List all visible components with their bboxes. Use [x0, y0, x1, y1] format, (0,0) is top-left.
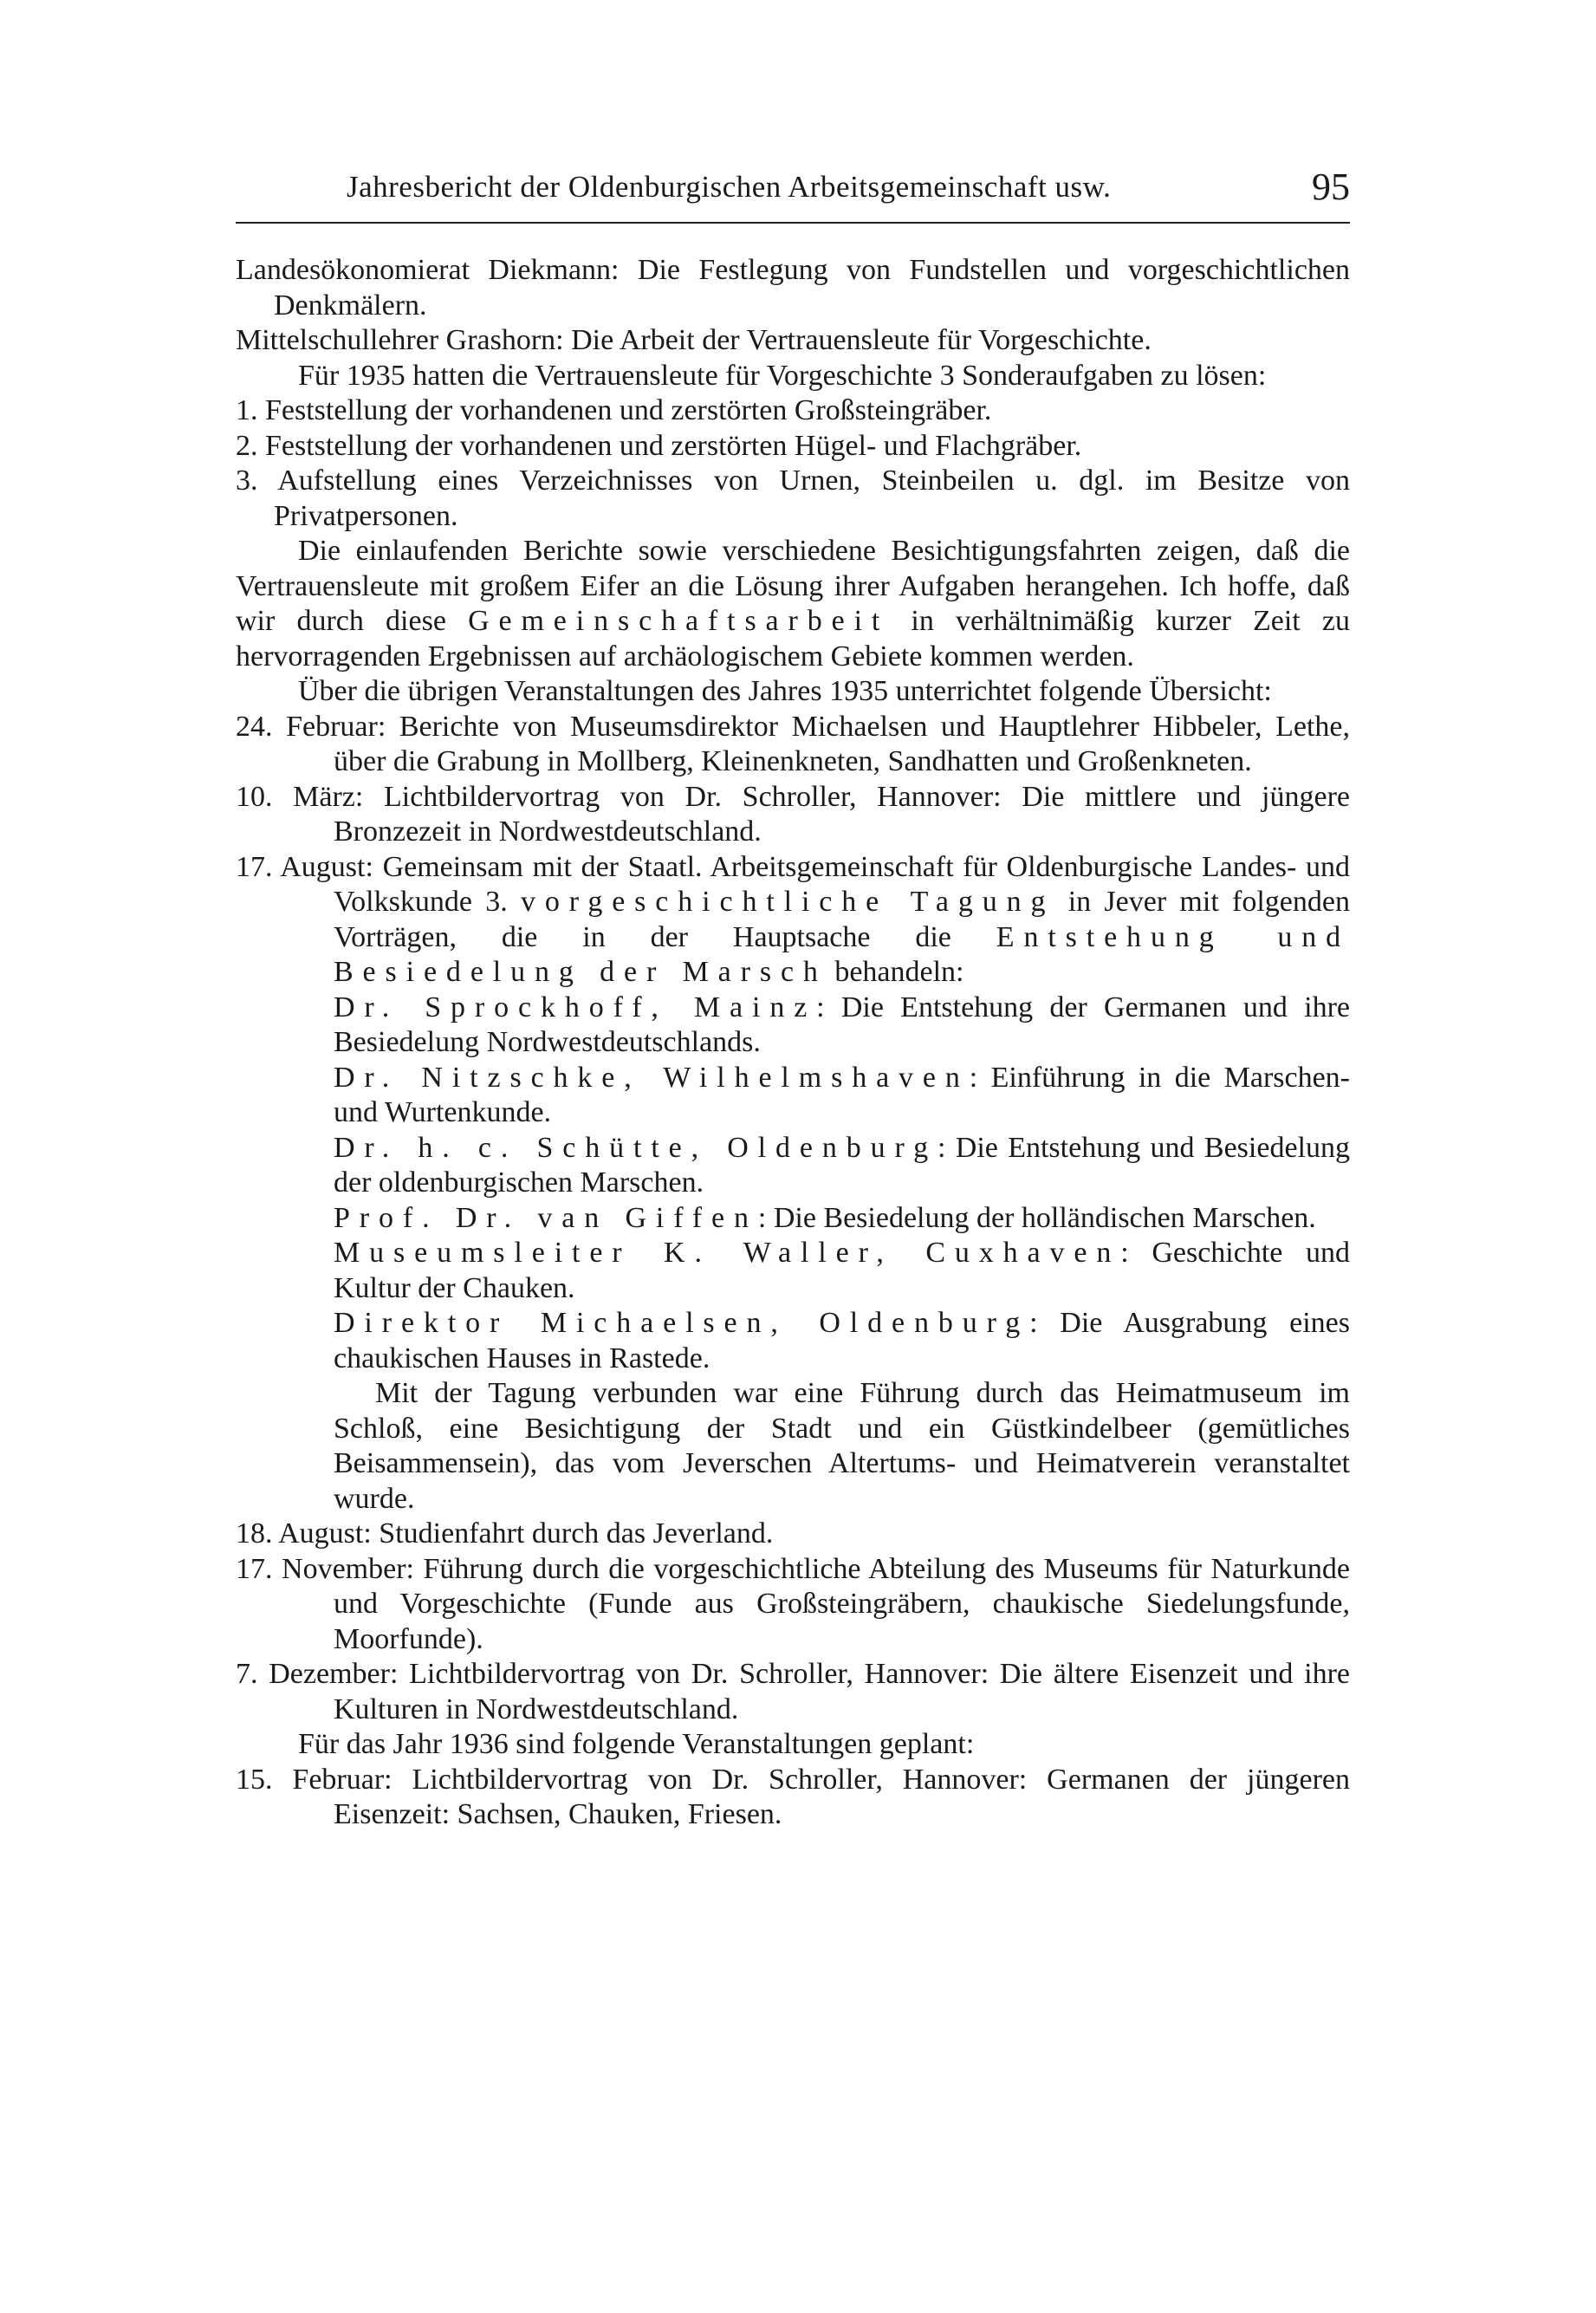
body-text [236, 253, 1350, 1833]
paragraph: 17. August: Gemeinsam mit der Staatl. Arbeitsgemeinschaft für Oldenburgische Landes- und Volkskunde 3. vorgeschichtliche Tagung in Jever mit folgenden Vorträgen, die in der Hauptsache die Entstehung und Besiedelung der Marsch behandeln: [236, 850, 1350, 988]
paragraph: Mittelschullehrer Grashorn: Die Arbeit der Vertrauensleute für Vorgeschichte. [236, 324, 1152, 356]
paragraph: 1. Feststellung der vorhandenen und zerstörten Großsteingräber. [236, 394, 992, 426]
paragraph: Über die übrigen Veranstaltungen des Jahres 1935 unterrichtet folgende Übersicht: [298, 675, 1272, 707]
paragraph: Für 1935 hatten die Vertrauensleute für Vorgeschichte 3 Sonderaufgaben zu lösen: [298, 359, 1267, 392]
paragraph: Für das Jahr 1936 sind folgende Veranstaltungen geplant: [298, 1728, 975, 1760]
paragraph: Dr. Nitzschke, Wilhelmshaven: Einführung in die Marschen- und Wurtenkunde. [334, 1061, 1351, 1128]
paragraph: Direktor Michaelsen, Oldenburg: Die Ausgrabung eines chaukischen Hauses in Rastede. [334, 1307, 1350, 1374]
paragraph: Museumsleiter K. Waller, Cuxhaven: Geschichte und Kultur der Chauken. [334, 1237, 1350, 1304]
paragraph: Dr. Sprockhoff, Mainz: Die Entstehung der Germanen und ihre Besiedelung Nordwestdeutschlands. [334, 991, 1350, 1058]
paragraph: Prof. Dr. van Giffen: Die Besiedelung der holländischen Marschen. [334, 1201, 1316, 1234]
paragraph: 10. März: Lichtbildervortrag von Dr. Schroller, Hannover: Die mittlere und jüngere Bronzezeit in Nordwestdeutschland. [236, 780, 1350, 848]
paragraph: 7. Dezember: Lichtbildervortrag von Dr. Schroller, Hannover: Die ältere Eisenzeit und ihre Kulturen in Nordwestdeutschland. [236, 1658, 1350, 1725]
paragraph: 24. Februar: Berichte von Museumsdirektor Michaelsen und Hauptlehrer Hibbeler, Lethe, über die Grabung in Mollberg, Kleinenkneten, Sandhatten und Großenkneten. [236, 710, 1350, 777]
paragraph: 3. Aufstellung eines Verzeichnisses von Urnen, Steinbeilen u. dgl. im Besitze von Privatpersonen. [236, 465, 1350, 532]
running-header [236, 166, 1350, 224]
paragraph: 15. Februar: Lichtbildervortrag von Dr. Schroller, Hannover: Germanen der jüngeren Eisenzeit: Sachsen, Chauken, Friesen. [236, 1763, 1350, 1830]
page-number: 95 [1312, 166, 1350, 208]
paragraph: Mit der Tagung verbunden war eine Führung durch das Heimatmuseum im Schloß, eine Besichtigung der Stadt und ein Güstkindelbeer (gemütliches Beisammensein), das vom Jeverschen Altertums- und Heimatverein veranstaltet wurde. [334, 1377, 1350, 1515]
paragraph: 18. August: Studienfahrt durch das Jeverland. [236, 1517, 774, 1550]
paragraph: 2. Feststellung der vorhandenen und zerstörten Hügel- und Flachgräber. [236, 429, 1082, 462]
running-title: Jahresbericht der Oldenburgischen Arbeitsgemeinschaft usw. [347, 170, 1112, 204]
paragraph: Dr. h. c. Schütte, Oldenburg: Die Entstehung und Besiedelung der oldenburgischen Marschen. [334, 1131, 1350, 1199]
paragraph: Die einlaufenden Berichte sowie verschiedene Besichtigungsfahrten zeigen, daß die Vertrauensleute mit großem Eifer an die Lösung ihrer Aufgaben herangehen. Ich hoffe, daß wir durch diese Gemeinschaftsarbeit in verhältnimäßig kurzer Zeit zu hervorragenden Ergebnissen auf archäologischem Gebiete kommen werden. [236, 535, 1350, 672]
paragraph: 17. November: Führung durch die vorgeschichtliche Abteilung des Museums für Naturkunde und Vorgeschichte (Funde aus Großsteingräbern, chaukische Siedelungsfunde, Moorfunde). [236, 1552, 1350, 1655]
paragraph: Landesökonomierat Diekmann: Die Festlegung von Fundstellen und vorgeschichtlichen Denkmälern. [236, 254, 1350, 322]
